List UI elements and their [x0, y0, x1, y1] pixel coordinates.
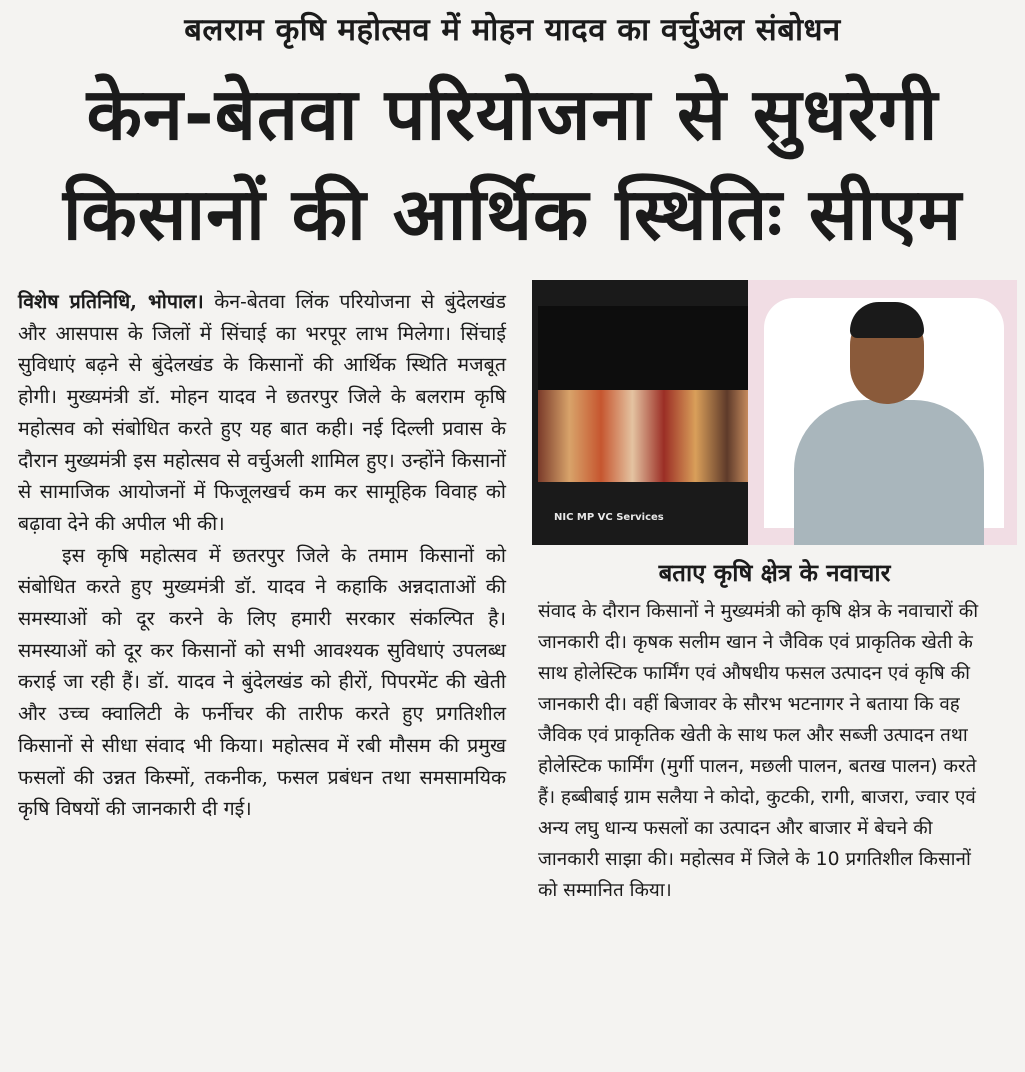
sidebar-subhead: बताए कृषि क्षेत्र के नवाचार [658, 559, 891, 587]
dateline: विशेष प्रतिनिधि, भोपाल। [18, 290, 204, 313]
news-photo [532, 280, 1017, 545]
article-paragraph-1 [18, 286, 506, 540]
chief-minister-figure [794, 400, 984, 545]
main-headline-line-1: केन-बेतवा परियोजना से सुधरेगी [86, 72, 939, 156]
sidebar-body [538, 596, 994, 1066]
article-paragraph-1-text: केन-बेतवा लिंक परियोजना से बुंदेलखंड और आसपास के जिलों में सिंचाई का भरपूर लाभ मिलेगा। सिंचाई सुविधाएं बढ़ने से बुंदेलखंड के किसानों की आर्थिक स्थिति मजबूत होगी। मुख्यमंत्री डॉ. मोहन यादव ने छतरपुर जिले के बलराम कृषि महोत्सव को संबोधित करते हुए यह बात कही। नई दिल्ली प्रवास के दौरान मुख्यमंत्री इस महोत्सव से वर्चुअली शामिल हुए। उन्होंने किसानों से सामाजिक आयोजनों में फिजूलखर्च कम कर सामूहिक विवाह को बढ़ावा देने की अपील भी की। [18, 290, 507, 535]
screen-caption: NIC MP VC Services [554, 512, 664, 523]
video-conference-screen [532, 280, 748, 545]
sidebar-paragraph: संवाद के दौरान किसानों ने मुख्यमंत्री को कृषि क्षेत्र के नवाचारों की जानकारी दी। कृषक सलीम खान ने जैविक एवं प्राकृतिक खेती के साथ होलेस्टिक फार्मिंग एवं औषधीय फसल उत्पादन एवं कृषि की जानकारी दी। वहीं बिजावर के सौरभ भटनागर ने बताया कि वह जैविक एवं प्राकृतिक खेती के साथ फल और सब्जी उत्पादन तथा होलेस्टिक फार्मिंग (मुर्गी पालन, मछली पालन, बतख पालन) करते हैं। हब्बीबाई ग्राम सलैया ने कोदो, कुटकी, रागी, बाजरा, ज्वार एवं अन्य लघु धान्य फसलों का उत्पादन और बाजार में बेचने की जानकारी साझा की। महोत्सव में जिले के 10 प्रगतिशील किसानों को सम्मानित किया। [538, 601, 979, 901]
crowd-image [538, 390, 748, 482]
kicker-headline: बलराम कृषि महोत्सव में मोहन यादव का वर्चुअल संबोधन [184, 12, 841, 48]
article-body [18, 286, 506, 1066]
article-paragraph-2: इस कृषि महोत्सव में छतरपुर जिले के तमाम किसानों को संबोधित करते हुए मुख्यमंत्री डॉ. यादव ने कहाकि अन्नदाताओं की समस्याओं को दूर करने के लिए हमारी सरकार संकल्पित है। समस्याओं को दूर कर किसानों को सभी आवश्यक सुविधाएं उपलब्ध कराई जा रही हैं। डॉ. यादव ने बुंदेलखंड को हीरों, पिपरमेंट की खेती और उच्च क्वालिटी के फर्नीचर की तारीफ करते हुए प्रगतिशील किसानों से सीधा संवाद भी किया। महोत्सव में रबी मौसम की प्रमुख फसलों की उन्नत किस्मों, तकनीक, फसल प्रबंधन तथा समसामयिक कृषि विषयों की जानकारी दी गई। [18, 543, 506, 821]
main-headline-line-2: किसानों की आर्थिक स्थितिः सीएम [62, 172, 963, 256]
